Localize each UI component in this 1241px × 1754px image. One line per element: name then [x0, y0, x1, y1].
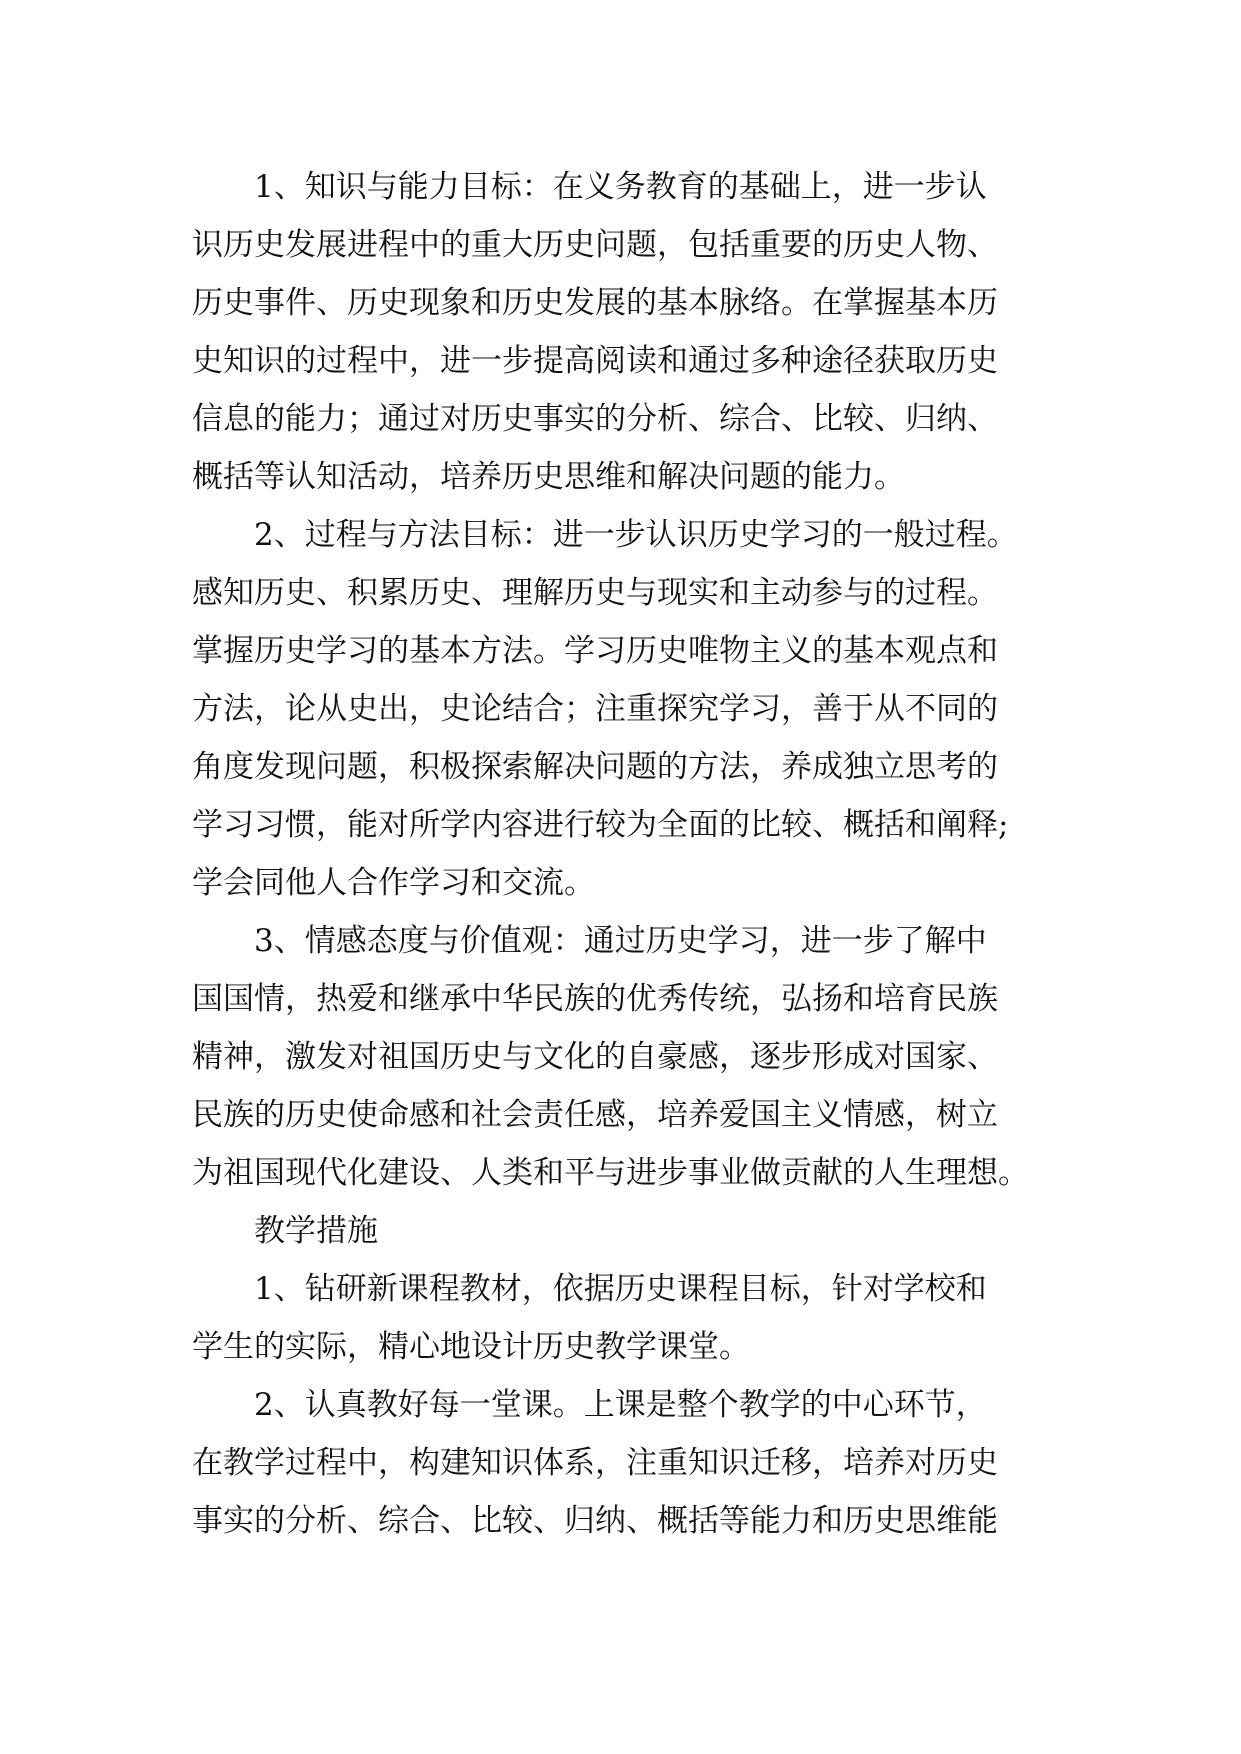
text-line: 概括等认知活动，培养历史思维和解决问题的能力。: [192, 459, 905, 495]
text-line: 史知识的过程中，进一步提高阅读和通过多种途径获取历史: [192, 343, 998, 379]
text-line: 为祖国现代化建设、人类和平与进步事业做贡献的人生理想。: [192, 1155, 1029, 1191]
text-line: 学生的实际，精心地设计历史教学课堂。: [192, 1329, 750, 1365]
text-line: 掌握历史学习的基本方法。学习历史唯物主义的基本观点和: [192, 633, 998, 669]
text-line: 在教学过程中，构建知识体系，注重知识迁移，培养对历史: [192, 1445, 998, 1481]
text-line: 1、钻研新课程教材，依据历史课程目标，针对学校和: [254, 1271, 987, 1307]
text-line: 民族的历史使命感和社会责任感，培养爱国主义情感，树立: [192, 1097, 998, 1133]
section-heading: 教学措施: [254, 1213, 378, 1249]
text-line: 学习习惯，能对所学内容进行较为全面的比较、概括和阐释;: [192, 807, 1009, 843]
text-line: 3、情感态度与价值观：通过历史学习，进一步了解中: [254, 923, 987, 959]
text-line: 1、知识与能力目标：在义务教育的基础上，进一步认: [254, 169, 987, 205]
text-line: 国国情，热爱和继承中华民族的优秀传统，弘扬和培育民族: [192, 981, 998, 1017]
text-line: 学会同他人合作学习和交流。: [192, 865, 595, 901]
text-line: 角度发现问题，积极探索解决问题的方法，养成独立思考的: [192, 749, 998, 785]
text-line: 感知历史、积累历史、理解历史与现实和主动参与的过程。: [192, 575, 998, 611]
text-line: 事实的分析、综合、比较、归纳、概括等能力和历史思维能: [192, 1503, 998, 1539]
text-line: 方法，论从史出，史论结合；注重探究学习，善于从不同的: [192, 691, 998, 727]
text-line: 信息的能力；通过对历史事实的分析、综合、比较、归纳、: [192, 401, 998, 437]
text-line: 识历史发展进程中的重大历史问题，包括重要的历史人物、: [192, 227, 998, 263]
body-text: [192, 158, 1072, 1550]
text-line: 2、认真教好每一堂课。上课是整个教学的中心环节，: [254, 1387, 987, 1423]
text-line: 历史事件、历史现象和历史发展的基本脉络。在掌握基本历: [192, 285, 998, 321]
text-line: 精神，激发对祖国历史与文化的自豪感，逐步形成对国家、: [192, 1039, 998, 1075]
text-line: 2、过程与方法目标：进一步认识历史学习的一般过程。: [254, 517, 1018, 553]
